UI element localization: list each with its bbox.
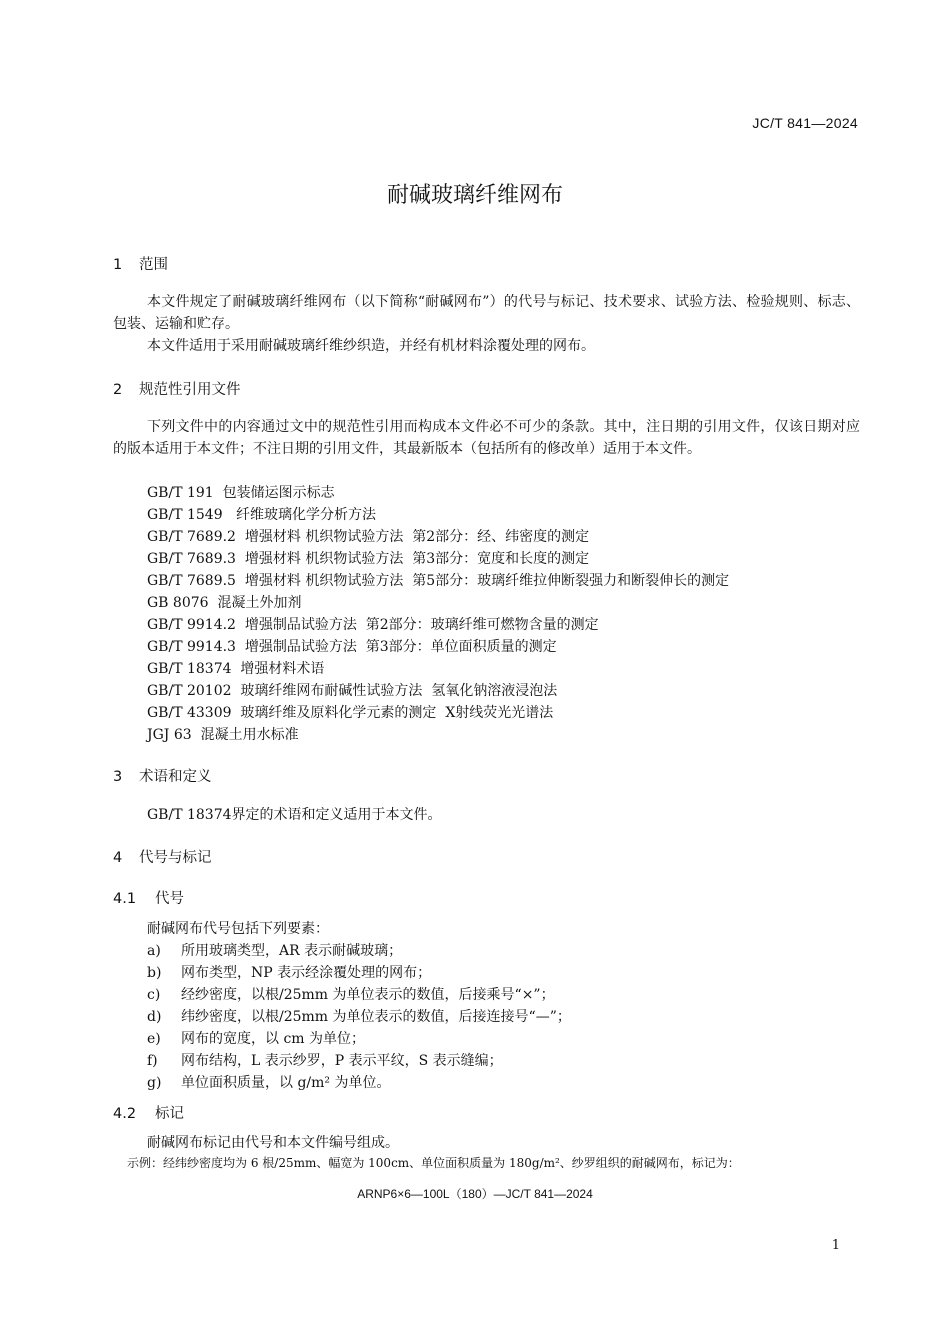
list-label: g) [147,1075,162,1091]
reference-item: GB/T 7689.5 增强材料 机织物试验方法 第5部分：玻璃纤维拉伸断裂强力和断裂伸长的测定 [147,573,730,589]
section-number: 3 [113,769,123,785]
list-text: 纬纱密度，以根/25mm 为单位表示的数值，后接连接号“—”； [181,1009,571,1025]
list-item [147,1006,571,1028]
reference-item: GB/T 191 包装储运图示标志 [147,485,335,501]
list-label: b) [147,965,162,981]
list-item [147,962,431,984]
list-label: f) [147,1053,158,1069]
list-text: 单位面积质量，以 g/m² 为单位。 [181,1075,391,1091]
section-number: 2 [113,382,123,398]
list-text: 网布类型，NP 表示经涂覆处理的网布； [181,965,432,981]
list-item [147,940,402,962]
list-label: a) [147,943,161,959]
section-title: 范围 [139,257,168,273]
section-title: 代号 [155,891,184,907]
reference-item: GB/T 20102 玻璃纤维网布耐碱性试验方法 氢氧化钠溶液浸泡法 [147,683,558,699]
list-item [147,984,555,1006]
list-item [147,1028,365,1050]
marking-example [127,1154,740,1171]
section-number: 4.2 [113,1106,137,1122]
reference-item: GB 8076 混凝土外加剂 [147,595,302,611]
section-title: 代号与标记 [139,850,212,866]
section-number: 4 [113,850,123,866]
section-4-heading [113,846,212,867]
section-2-heading [113,378,241,399]
list-item [147,1072,390,1094]
terms-paragraph: GB/T 18374界定的术语和定义适用于本文件。 [147,807,442,823]
marking-code: ARNP6×6—100L（180）—JC/T 841—2024 [357,1187,593,1201]
section-4-2-heading [113,1102,184,1123]
list-label: c) [147,987,161,1003]
list-label: d) [147,1009,162,1025]
standard-code: JC/T 841—2024 [752,115,858,131]
section-4-1-heading [113,887,184,908]
section-3-heading [113,765,212,786]
reference-item: GB/T 1549 纤维玻璃化学分析方法 [147,507,376,523]
list-item [147,1050,503,1072]
list-text: 经纱密度，以根/25mm 为单位表示的数值，后接乘号“×”； [181,987,555,1003]
scope-paragraph-2: 本文件适用于采用耐碱玻璃纤维纱织造，并经有机材料涂覆处理的网布。 [147,338,595,354]
reference-item: GB/T 43309 玻璃纤维及原料化学元素的测定 X射线荧光光谱法 [147,705,554,721]
references-intro-paragraph: 下列文件中的内容通过文中的规范性引用而构成本文件必不可少的条款。其中，注日期的引用文件，仅该日期对应的版本适用于本文件；不注日期的引用文件，其最新版本（包括所有的修改单）适用于本文件。 [113,419,860,457]
section-title: 标记 [155,1106,184,1122]
section-number: 1 [113,257,123,273]
reference-item: GB/T 9914.2 增强制品试验方法 第2部分：玻璃纤维可燃物含量的测定 [147,617,599,633]
section-title: 规范性引用文件 [139,382,241,398]
section-number: 4.1 [113,891,137,907]
list-text: 网布结构，L 表示纱罗，P 表示平纹，S 表示缝编； [181,1053,503,1069]
example-tag: 示例： [127,1156,164,1170]
reference-item: GB/T 7689.2 增强材料 机织物试验方法 第2部分：经、纬密度的测定 [147,529,590,545]
reference-item: GB/T 18374 增强材料术语 [147,661,325,677]
marking-intro: 耐碱网布标记由代号和本文件编号组成。 [147,1135,399,1151]
list-text: 网布的宽度，以 cm 为单位； [181,1031,366,1047]
scope-paragraph-1: 本文件规定了耐碱玻璃纤维网布（以下简称“耐碱网布”）的代号与标记、技术要求、试验方法、检验规则、标志、包装、运输和贮存。 [113,294,860,332]
section-title: 术语和定义 [139,769,212,785]
reference-item: GB/T 9914.3 增强制品试验方法 第3部分：单位面积质量的测定 [147,639,557,655]
reference-item: GB/T 7689.3 增强材料 机织物试验方法 第3部分：宽度和长度的测定 [147,551,590,567]
example-text: 经纬纱密度均为 6 根/25mm、幅宽为 100cm、单位面积质量为 180g/m²、纱罗组织的耐碱网布，标记为： [163,1156,740,1170]
code-intro: 耐碱网布代号包括下列要素： [147,921,329,937]
page-number: 1 [831,1238,840,1253]
document-title: 耐碱玻璃纤维网布 [386,183,563,208]
list-label: e) [147,1031,161,1047]
list-text: 所用玻璃类型，AR 表示耐碱玻璃； [181,943,403,959]
section-1-heading [113,253,168,274]
reference-item: JGJ 63 混凝土用水标准 [147,727,299,743]
